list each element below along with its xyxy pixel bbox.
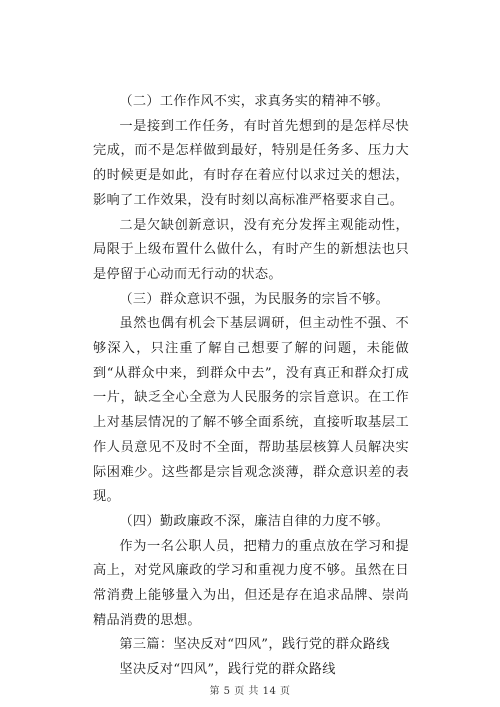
paragraph-task-attitude: 一是接到工作任务，有时首先想到的是怎样尽快完成，而不是怎样做到最好，特别是任务多、压力大的时候更是如此，有时存在着应付以求过关的想法，影响了工作效果，没有时刻以高标准严格要求自己。 [93, 118, 409, 208]
paragraph-grassroots: 虽然也偶有机会下基层调研，但主动性不强、不够深入，只注重了解自己想要了解的问题，未能做到“从群众中来，到群众中去”，没有真正和群众打成一片，缺乏全心全意为人民服务的宗旨意识。在工作上对基层情况的了解不够全面系统，直接听取基层工作人员意见不及时不全面，帮助基层核算人员解决实际困难少。这些都是宗旨观念淡薄，群众意识差的表现。 [93, 316, 409, 505]
document-body [93, 90, 409, 683]
paragraph-party-conduct: 作为一名公职人员，把精力的重点放在学习和提高上，对党风廉政的学习和重视力度不够。虽然在日常消费上能够量入为出，但还是存在追求品牌、崇尚精品消费的思想。 [93, 538, 409, 628]
section-heading-work-style: （二）工作作风不实，求真务实的精神不够。 [119, 94, 390, 109]
chapter-heading-third: 第三篇：坚决反对“四风”，践行党的群众路线 [119, 637, 390, 653]
section-heading-integrity: （四）勤政廉政不深，廉洁自律的力度不够。 [119, 513, 390, 529]
chapter-title: 坚决反对“四风”，践行党的群众路线 [119, 662, 336, 678]
page-number-footer: 第 5 页 共 14 页 [209, 686, 291, 697]
paragraph-innovation: 二是欠缺创新意识，没有充分发挥主观能动性，局限于上级布置什么做什么，有时产生的新想法也只是停留于心动而无行动的状态。 [93, 217, 409, 282]
section-heading-mass-awareness: （三）群众意识不强，为民服务的宗旨不够。 [119, 291, 390, 307]
